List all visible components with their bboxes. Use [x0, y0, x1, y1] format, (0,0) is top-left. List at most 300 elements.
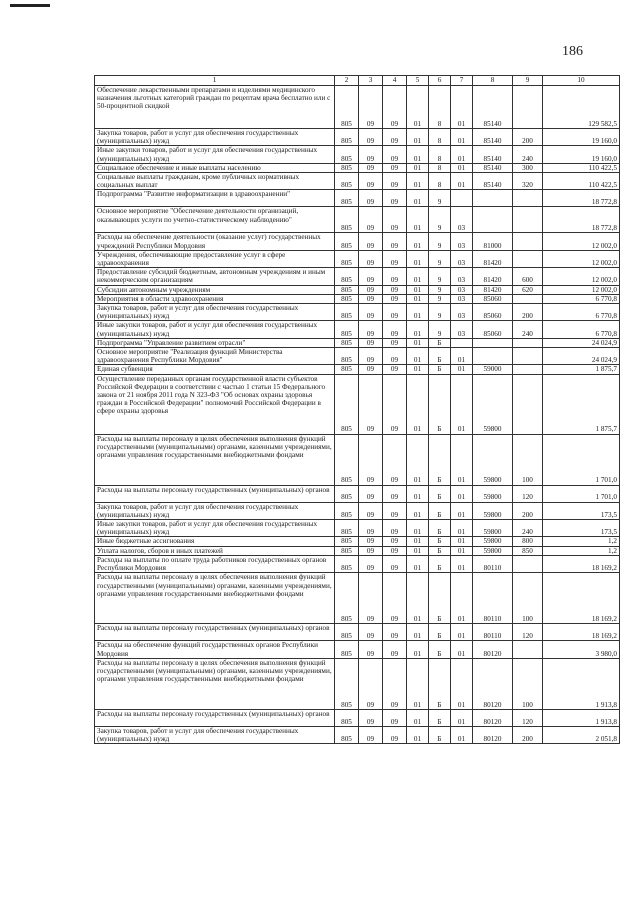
- code-subprogram: 8: [429, 146, 451, 163]
- code-event: 03: [451, 250, 473, 267]
- code-admin: 805: [335, 641, 359, 658]
- code-direction: 59800: [473, 546, 513, 555]
- code-subsection: 09: [383, 537, 407, 546]
- code-admin: 805: [335, 86, 359, 129]
- code-event: 01: [451, 520, 473, 537]
- amount: 173,5: [543, 502, 620, 519]
- amount: 12 002,0: [543, 233, 620, 250]
- code-subsection: 09: [383, 146, 407, 163]
- code-event: 03: [451, 294, 473, 303]
- table-row: [95, 304, 620, 321]
- code-direction: 85140: [473, 146, 513, 163]
- code-subsection: 09: [383, 129, 407, 146]
- code-subprogram: 9: [429, 294, 451, 303]
- code-direction: 80120: [473, 709, 513, 726]
- row-description: Социальное обеспечение и иные выплаты населению: [95, 163, 335, 172]
- code-subprogram: Б: [429, 520, 451, 537]
- header-cell: 4: [383, 76, 407, 86]
- table-row: [95, 485, 620, 502]
- code-program: 01: [407, 173, 429, 190]
- amount: 110 422,5: [543, 173, 620, 190]
- code-expense-type: 200: [513, 502, 543, 519]
- amount: 18 169,2: [543, 624, 620, 641]
- code-program: 01: [407, 502, 429, 519]
- code-direction: [473, 338, 513, 347]
- code-program: 01: [407, 624, 429, 641]
- table-row: [95, 555, 620, 572]
- code-direction: 80110: [473, 555, 513, 572]
- code-event: 01: [451, 658, 473, 709]
- code-subprogram: Б: [429, 573, 451, 624]
- code-subprogram: Б: [429, 374, 451, 434]
- code-program: 01: [407, 573, 429, 624]
- table-row: [95, 434, 620, 485]
- code-admin: 805: [335, 321, 359, 338]
- code-event: 01: [451, 374, 473, 434]
- code-subsection: 09: [383, 726, 407, 743]
- code-direction: [473, 190, 513, 207]
- code-admin: 805: [335, 555, 359, 572]
- code-direction: 85140: [473, 173, 513, 190]
- code-program: 01: [407, 520, 429, 537]
- code-expense-type: 200: [513, 726, 543, 743]
- amount: 24 024,9: [543, 338, 620, 347]
- row-description: Иные бюджетные ассигнования: [95, 537, 335, 546]
- code-subsection: 09: [383, 268, 407, 285]
- code-subsection: 09: [383, 321, 407, 338]
- code-section: 09: [359, 374, 383, 434]
- code-direction: 59800: [473, 434, 513, 485]
- code-expense-type: 200: [513, 304, 543, 321]
- amount: 18 772,8: [543, 207, 620, 233]
- code-section: 09: [359, 86, 383, 129]
- code-subsection: 09: [383, 250, 407, 267]
- code-event: 01: [451, 641, 473, 658]
- table-row: [95, 250, 620, 267]
- code-program: 01: [407, 537, 429, 546]
- table-row: [95, 641, 620, 658]
- header-cell: 3: [359, 76, 383, 86]
- amount: 6 770,8: [543, 321, 620, 338]
- code-expense-type: 100: [513, 434, 543, 485]
- code-subsection: 09: [383, 520, 407, 537]
- table-row: [95, 268, 620, 285]
- code-subprogram: Б: [429, 338, 451, 347]
- code-admin: 805: [335, 294, 359, 303]
- code-section: 09: [359, 658, 383, 709]
- code-subprogram: 9: [429, 250, 451, 267]
- row-description: Основное мероприятие "Обеспечение деятельности организаций, оказывающих услуги по учетно-статистическому наблюдению": [95, 207, 335, 233]
- code-subsection: 09: [383, 485, 407, 502]
- code-subsection: 09: [383, 658, 407, 709]
- code-expense-type: 800: [513, 537, 543, 546]
- code-section: 09: [359, 190, 383, 207]
- code-expense-type: 620: [513, 285, 543, 294]
- code-event: 01: [451, 86, 473, 129]
- code-program: 01: [407, 726, 429, 743]
- code-subsection: 09: [383, 207, 407, 233]
- header-cell: 1: [95, 76, 335, 86]
- row-description: Единая субвенция: [95, 365, 335, 374]
- code-event: 01: [451, 709, 473, 726]
- code-subprogram: Б: [429, 502, 451, 519]
- code-section: 09: [359, 268, 383, 285]
- table-row: [95, 129, 620, 146]
- code-subsection: 09: [383, 163, 407, 172]
- amount: 12 002,0: [543, 285, 620, 294]
- code-program: 01: [407, 709, 429, 726]
- code-direction: [473, 348, 513, 365]
- row-description: Подпрограмма "Управление развитием отрасли": [95, 338, 335, 347]
- code-subsection: 09: [383, 709, 407, 726]
- code-section: 09: [359, 348, 383, 365]
- code-section: 09: [359, 338, 383, 347]
- amount: 1,2: [543, 537, 620, 546]
- table-row: [95, 709, 620, 726]
- code-event: 01: [451, 555, 473, 572]
- code-event: 01: [451, 624, 473, 641]
- code-direction: 59800: [473, 374, 513, 434]
- code-program: 01: [407, 348, 429, 365]
- table-row: [95, 338, 620, 347]
- amount: 1 701,0: [543, 485, 620, 502]
- code-subsection: 09: [383, 365, 407, 374]
- code-event: 01: [451, 502, 473, 519]
- code-program: 01: [407, 485, 429, 502]
- code-event: 03: [451, 285, 473, 294]
- code-program: 01: [407, 374, 429, 434]
- code-event: [451, 338, 473, 347]
- code-event: 01: [451, 485, 473, 502]
- code-event: 01: [451, 129, 473, 146]
- table-row: [95, 546, 620, 555]
- code-event: [451, 190, 473, 207]
- code-subprogram: 8: [429, 129, 451, 146]
- code-subsection: 09: [383, 434, 407, 485]
- code-direction: 81000: [473, 233, 513, 250]
- code-section: 09: [359, 546, 383, 555]
- code-direction: 80120: [473, 726, 513, 743]
- code-admin: 805: [335, 348, 359, 365]
- row-description: Социальные выплаты гражданам, кроме публичных нормативных социальных выплат: [95, 173, 335, 190]
- row-description: Субсидии автономным учреждениям: [95, 285, 335, 294]
- amount: 19 160,0: [543, 129, 620, 146]
- code-admin: 805: [335, 233, 359, 250]
- amount: 1 913,8: [543, 658, 620, 709]
- header-cell: 6: [429, 76, 451, 86]
- code-section: 09: [359, 555, 383, 572]
- code-subsection: 09: [383, 546, 407, 555]
- code-subprogram: Б: [429, 546, 451, 555]
- code-admin: 805: [335, 304, 359, 321]
- code-expense-type: 300: [513, 163, 543, 172]
- amount: 1 701,0: [543, 434, 620, 485]
- table-body: [95, 86, 620, 744]
- amount: 1 875,7: [543, 374, 620, 434]
- code-event: 01: [451, 146, 473, 163]
- code-subsection: 09: [383, 294, 407, 303]
- code-direction: 85060: [473, 304, 513, 321]
- code-event: 01: [451, 163, 473, 172]
- code-direction: 59000: [473, 365, 513, 374]
- code-direction: 80110: [473, 573, 513, 624]
- code-event: 01: [451, 348, 473, 365]
- code-program: 01: [407, 285, 429, 294]
- row-description: Обеспечение лекарственными препаратами и изделиями медицинского назначения льготных категорий граждан по рецептам врача бесплатно или с 50-процентной скидкой: [95, 86, 335, 129]
- code-section: 09: [359, 641, 383, 658]
- code-expense-type: [513, 641, 543, 658]
- code-expense-type: 200: [513, 129, 543, 146]
- table-row: [95, 520, 620, 537]
- code-section: 09: [359, 573, 383, 624]
- code-section: 09: [359, 502, 383, 519]
- code-admin: 805: [335, 726, 359, 743]
- amount: 3 980,0: [543, 641, 620, 658]
- amount: 19 160,0: [543, 146, 620, 163]
- row-description: Расходы на выплаты персоналу государственных (муниципальных) органов: [95, 709, 335, 726]
- table-row: [95, 537, 620, 546]
- row-description: Иные закупки товаров, работ и услуг для обеспечения государственных (муниципальных) нужд: [95, 520, 335, 537]
- code-subsection: 09: [383, 641, 407, 658]
- code-event: 03: [451, 304, 473, 321]
- page-number: 186: [562, 44, 583, 59]
- code-program: 01: [407, 233, 429, 250]
- code-subprogram: 9: [429, 190, 451, 207]
- amount: 6 770,8: [543, 294, 620, 303]
- code-section: 09: [359, 304, 383, 321]
- table-row: [95, 233, 620, 250]
- row-description: Расходы на выплаты по оплате труда работников государственных органов Республики Мордовия: [95, 555, 335, 572]
- code-section: 09: [359, 250, 383, 267]
- code-expense-type: 240: [513, 146, 543, 163]
- table-row: [95, 86, 620, 129]
- code-event: 01: [451, 546, 473, 555]
- table-row: [95, 163, 620, 172]
- code-expense-type: [513, 190, 543, 207]
- code-expense-type: [513, 338, 543, 347]
- row-description: Расходы на выплаты персоналу государственных (муниципальных) органов: [95, 624, 335, 641]
- code-section: 09: [359, 434, 383, 485]
- code-expense-type: 240: [513, 520, 543, 537]
- row-description: Осуществление переданных органам государственной власти субъектов Российской Федерации в соответствии с частью 1 статьи 15 Федерального закона от 21 ноября 2011 года N 323-ФЗ "Об основах охраны здоровья граждан в Российской Федерации" полномочий Российской Федерации в сфере охраны здоровья: [95, 374, 335, 434]
- row-description: Закупка товаров, работ и услуг для обеспечения государственных (муниципальных) нужд: [95, 129, 335, 146]
- code-subprogram: Б: [429, 485, 451, 502]
- code-subprogram: Б: [429, 641, 451, 658]
- code-admin: 805: [335, 285, 359, 294]
- code-subprogram: 9: [429, 233, 451, 250]
- table-row: [95, 146, 620, 163]
- code-event: 01: [451, 573, 473, 624]
- code-direction: 81420: [473, 285, 513, 294]
- code-expense-type: 600: [513, 268, 543, 285]
- code-subprogram: 9: [429, 268, 451, 285]
- table-header-row: [95, 76, 620, 86]
- code-subsection: 09: [383, 624, 407, 641]
- code-expense-type: [513, 365, 543, 374]
- code-program: 01: [407, 434, 429, 485]
- code-event: 01: [451, 537, 473, 546]
- code-subsection: 09: [383, 348, 407, 365]
- table-row: [95, 365, 620, 374]
- code-expense-type: [513, 374, 543, 434]
- code-program: 01: [407, 163, 429, 172]
- code-subsection: 09: [383, 304, 407, 321]
- code-direction: 81420: [473, 250, 513, 267]
- code-section: 09: [359, 537, 383, 546]
- code-subprogram: Б: [429, 348, 451, 365]
- row-description: Основное мероприятие "Реализация функций Министерства здравоохранения Республики Мордовия": [95, 348, 335, 365]
- code-section: 09: [359, 624, 383, 641]
- code-subsection: 09: [383, 173, 407, 190]
- row-description: Расходы на выплаты персоналу в целях обеспечения выполнения функций государственными (муниципальными) органами, казенными учреждениями, органами управления государственными внебюджетными фондами: [95, 573, 335, 624]
- code-subprogram: 9: [429, 207, 451, 233]
- code-admin: 805: [335, 146, 359, 163]
- code-direction: 85140: [473, 163, 513, 172]
- code-program: 01: [407, 658, 429, 709]
- code-expense-type: 100: [513, 573, 543, 624]
- code-event: 01: [451, 173, 473, 190]
- code-admin: 805: [335, 190, 359, 207]
- code-subprogram: 9: [429, 304, 451, 321]
- code-event: 03: [451, 321, 473, 338]
- code-subprogram: Б: [429, 709, 451, 726]
- code-subprogram: Б: [429, 555, 451, 572]
- code-direction: 59800: [473, 520, 513, 537]
- code-expense-type: 320: [513, 173, 543, 190]
- header-cell: 7: [451, 76, 473, 86]
- code-expense-type: [513, 555, 543, 572]
- code-subsection: 09: [383, 555, 407, 572]
- code-subsection: 09: [383, 285, 407, 294]
- code-subprogram: 9: [429, 285, 451, 294]
- scan-edge-mark: [10, 4, 50, 7]
- row-description: Расходы на выплаты персоналу в целях обеспечения выполнения функций государственными (муниципальными) органами, казенными учреждениями, органами управления государственными внебюджетными фондами: [95, 658, 335, 709]
- code-event: 01: [451, 434, 473, 485]
- code-section: 09: [359, 321, 383, 338]
- code-subsection: 09: [383, 233, 407, 250]
- code-program: 01: [407, 268, 429, 285]
- header-cell: 5: [407, 76, 429, 86]
- amount: 12 002,0: [543, 250, 620, 267]
- code-subprogram: Б: [429, 365, 451, 374]
- row-description: Подпрограмма "Развитие информатизации в здравоохранении": [95, 190, 335, 207]
- code-subprogram: 8: [429, 86, 451, 129]
- code-section: 09: [359, 285, 383, 294]
- code-event: 03: [451, 268, 473, 285]
- code-admin: 805: [335, 173, 359, 190]
- code-program: 01: [407, 304, 429, 321]
- row-description: Расходы на обеспечение функций государственных органов Республики Мордовия: [95, 641, 335, 658]
- code-direction: 85140: [473, 129, 513, 146]
- code-admin: 805: [335, 502, 359, 519]
- code-subsection: 09: [383, 86, 407, 129]
- code-subprogram: Б: [429, 624, 451, 641]
- table-row: [95, 573, 620, 624]
- code-program: 01: [407, 321, 429, 338]
- header-cell: 8: [473, 76, 513, 86]
- code-program: 01: [407, 207, 429, 233]
- code-program: 01: [407, 338, 429, 347]
- code-expense-type: 120: [513, 709, 543, 726]
- table-row: [95, 321, 620, 338]
- code-expense-type: 240: [513, 321, 543, 338]
- code-subprogram: 9: [429, 321, 451, 338]
- code-expense-type: [513, 207, 543, 233]
- code-program: 01: [407, 365, 429, 374]
- code-subprogram: Б: [429, 658, 451, 709]
- code-direction: 80120: [473, 641, 513, 658]
- amount: 1 913,8: [543, 709, 620, 726]
- table-row: [95, 294, 620, 303]
- row-description: Иные закупки товаров, работ и услуг для обеспечения государственных (муниципальных) нужд: [95, 321, 335, 338]
- code-admin: 805: [335, 365, 359, 374]
- table-row: [95, 658, 620, 709]
- amount: 12 002,0: [543, 268, 620, 285]
- code-direction: [473, 207, 513, 233]
- code-admin: 805: [335, 520, 359, 537]
- code-event: 03: [451, 207, 473, 233]
- table-row: [95, 502, 620, 519]
- code-expense-type: 120: [513, 624, 543, 641]
- code-event: 01: [451, 365, 473, 374]
- amount: 24 024,9: [543, 348, 620, 365]
- code-section: 09: [359, 485, 383, 502]
- code-program: 01: [407, 641, 429, 658]
- row-description: Учреждения, обеспечивающие предоставление услуг в сфере здравоохранения: [95, 250, 335, 267]
- code-admin: 805: [335, 207, 359, 233]
- row-description: Закупка товаров, работ и услуг для обеспечения государственных (муниципальных) нужд: [95, 502, 335, 519]
- code-admin: 805: [335, 537, 359, 546]
- code-subsection: 09: [383, 338, 407, 347]
- code-subsection: 09: [383, 502, 407, 519]
- amount: 129 582,5: [543, 86, 620, 129]
- code-section: 09: [359, 233, 383, 250]
- code-admin: 805: [335, 658, 359, 709]
- budget-table: [94, 75, 620, 744]
- code-section: 09: [359, 163, 383, 172]
- code-admin: 805: [335, 338, 359, 347]
- table-row: [95, 624, 620, 641]
- code-program: 01: [407, 546, 429, 555]
- code-expense-type: [513, 86, 543, 129]
- amount: 18 169,2: [543, 555, 620, 572]
- row-description: Расходы на выплаты персоналу в целях обеспечения выполнения функций государственными (муниципальными) органами, казенными учреждениями, органами управления государственными внебюджетными фондами: [95, 434, 335, 485]
- table-row: [95, 190, 620, 207]
- code-subprogram: 8: [429, 163, 451, 172]
- code-program: 01: [407, 294, 429, 303]
- code-admin: 805: [335, 573, 359, 624]
- code-program: 01: [407, 146, 429, 163]
- code-admin: 805: [335, 485, 359, 502]
- code-event: 01: [451, 726, 473, 743]
- code-direction: 80120: [473, 658, 513, 709]
- code-subprogram: Б: [429, 434, 451, 485]
- code-subprogram: Б: [429, 537, 451, 546]
- row-description: Иные закупки товаров, работ и услуг для обеспечения государственных (муниципальных) нужд: [95, 146, 335, 163]
- code-section: 09: [359, 726, 383, 743]
- table-row: [95, 173, 620, 190]
- row-description: Закупка товаров, работ и услуг для обеспечения государственных (муниципальных) нужд: [95, 304, 335, 321]
- code-section: 09: [359, 129, 383, 146]
- code-expense-type: 100: [513, 658, 543, 709]
- code-expense-type: [513, 294, 543, 303]
- code-admin: 805: [335, 129, 359, 146]
- code-subsection: 09: [383, 374, 407, 434]
- code-expense-type: 120: [513, 485, 543, 502]
- code-expense-type: [513, 348, 543, 365]
- code-admin: 805: [335, 546, 359, 555]
- code-expense-type: [513, 233, 543, 250]
